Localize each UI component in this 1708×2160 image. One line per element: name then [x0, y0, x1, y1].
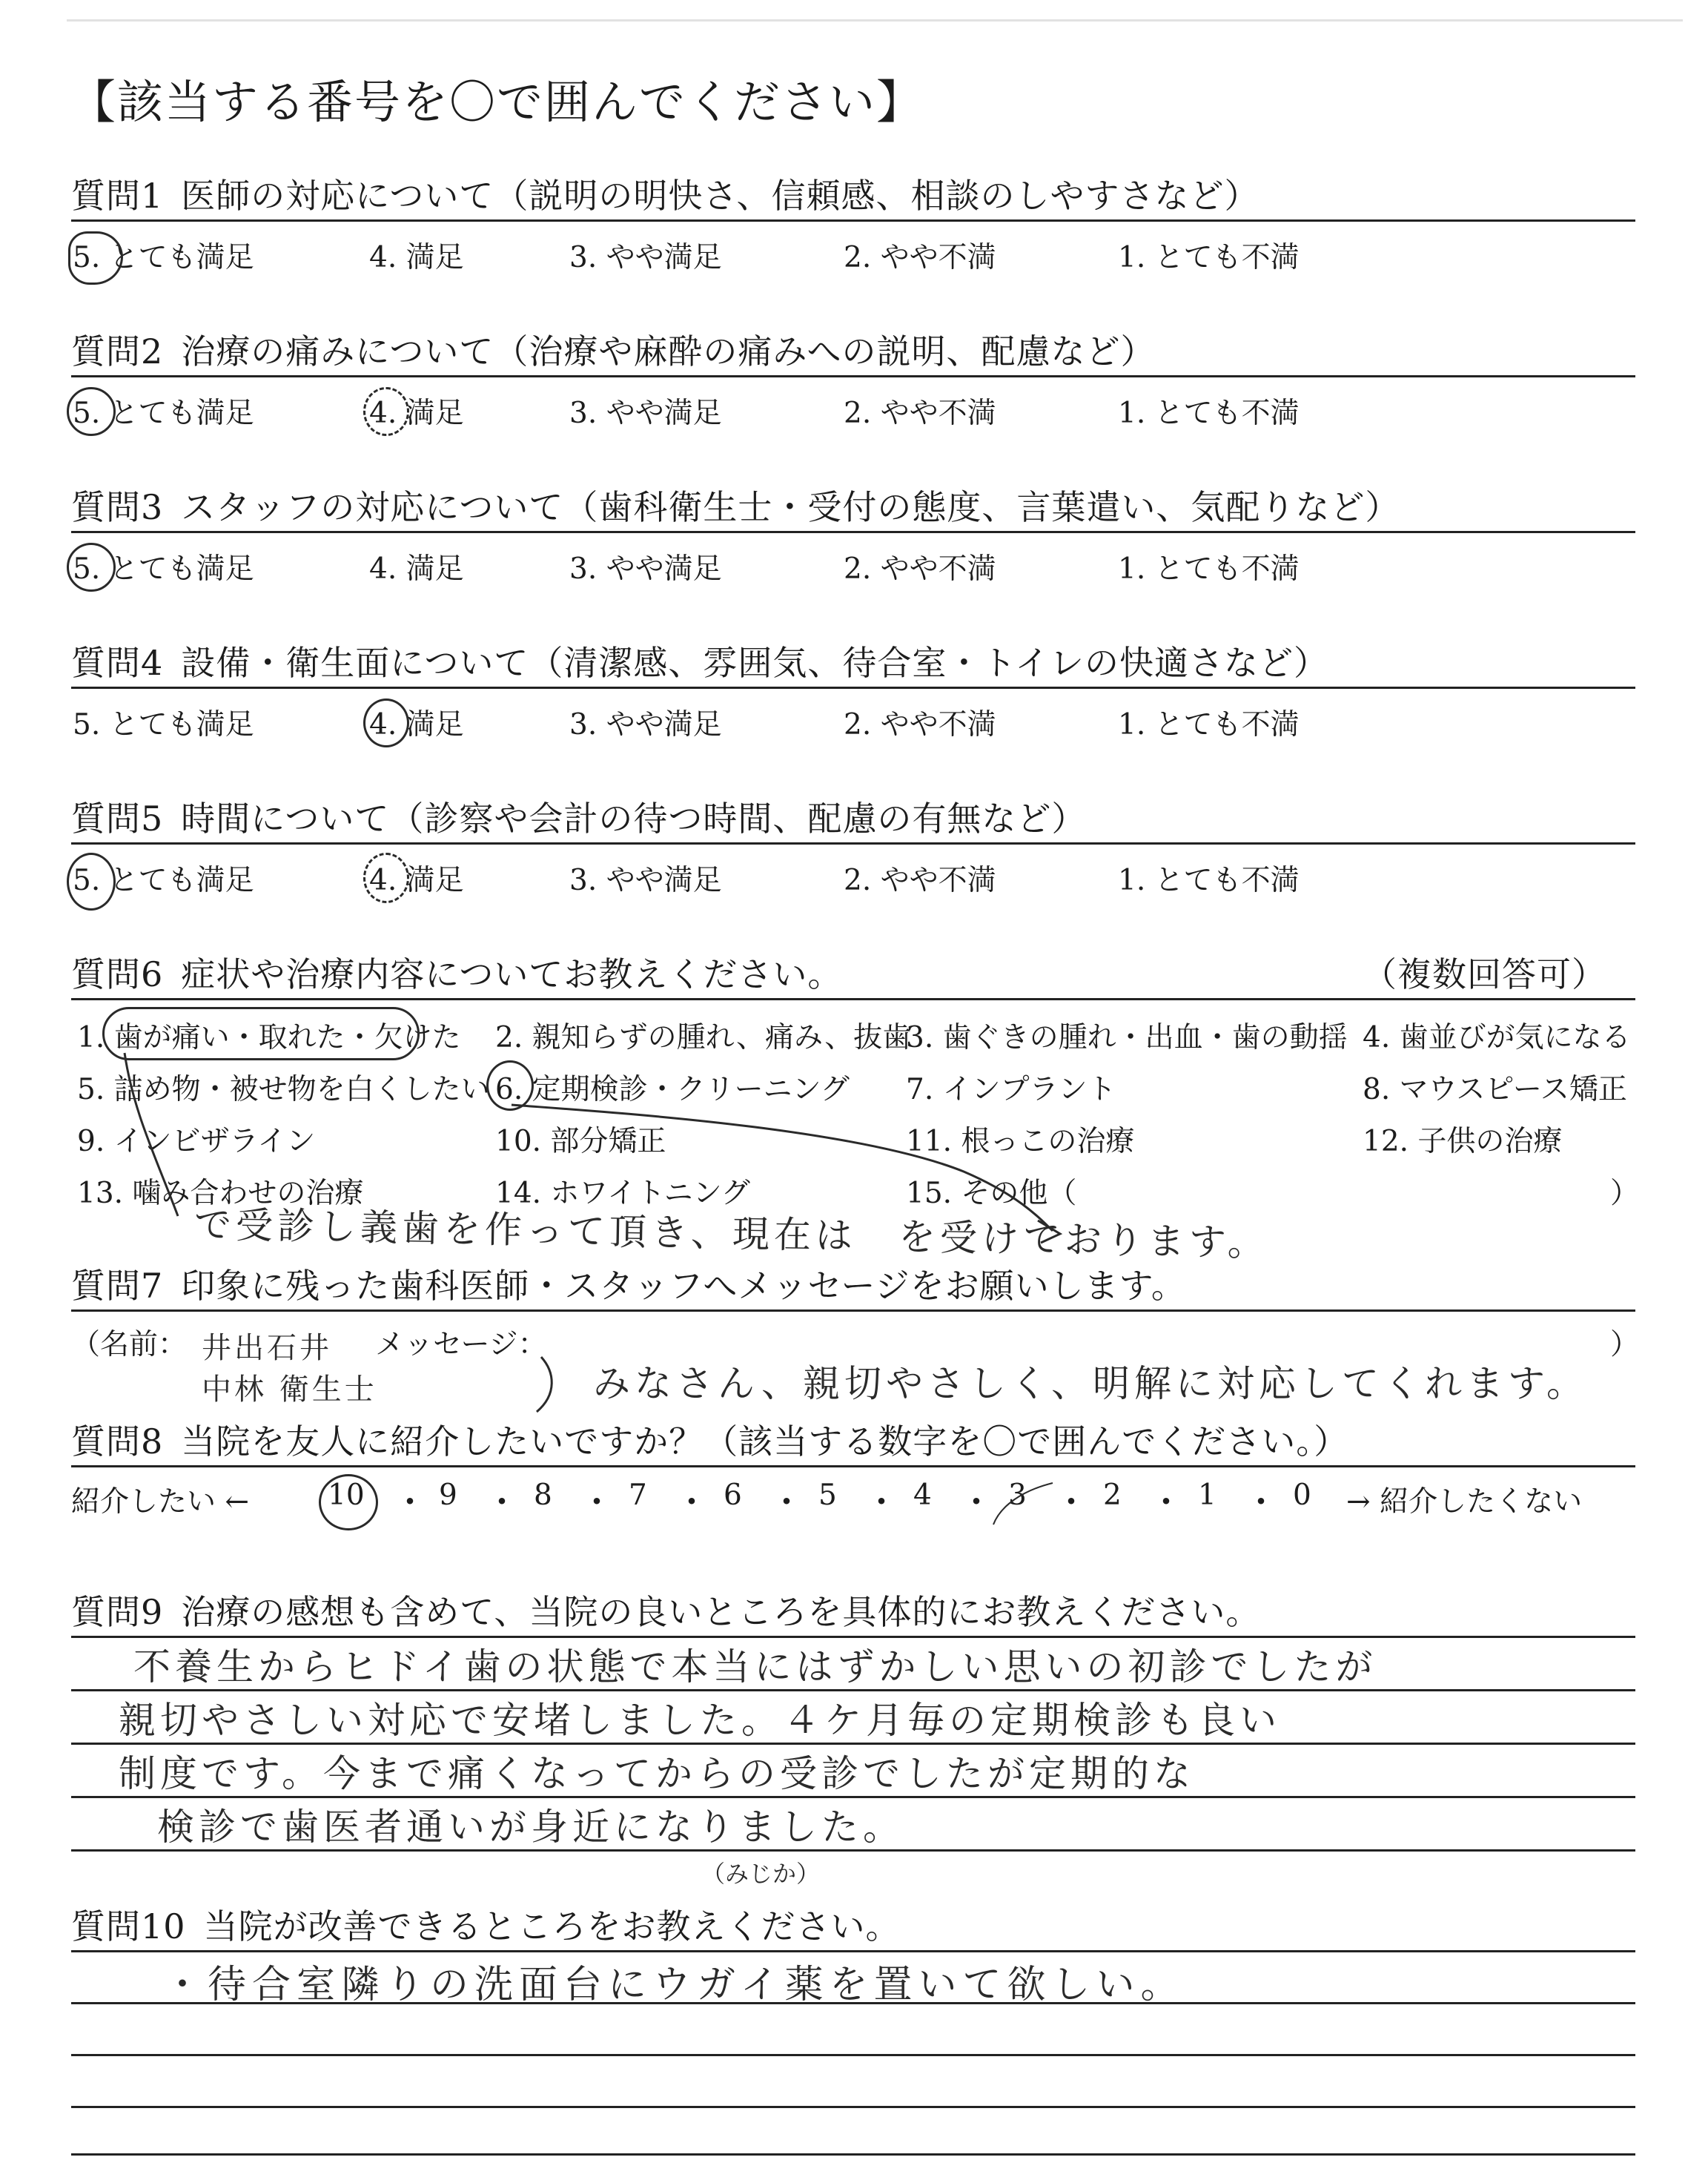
- q6-arrow-head: [1038, 1221, 1060, 1243]
- q7-text: 印象に残った歯科医師・スタッフへメッセージをお願いします。: [181, 1266, 1186, 1306]
- q8-number: 質問8: [71, 1421, 164, 1462]
- q6-other-close-paren: ）: [1610, 1177, 1640, 1210]
- q1-option-2[interactable]: 2. やや不満: [844, 241, 996, 274]
- q8-sep: ・: [959, 1482, 993, 1522]
- q8-number-9[interactable]: 9: [439, 1479, 457, 1512]
- q8-number-8[interactable]: 8: [534, 1479, 552, 1512]
- q8-number-7[interactable]: 7: [629, 1479, 647, 1512]
- q4-option-3[interactable]: 3. やや満足: [569, 708, 722, 742]
- q1-text: 医師の対応について（説明の明快さ、信頼感、相談のしやすさなど）: [181, 176, 1260, 216]
- q10-handwritten-answer: ・待合室隣りの洗面台にウガイ薬を置いて欲しい。: [163, 1963, 1185, 2007]
- q6-option-6[interactable]: 6. 定期検診・クリーニング: [495, 1073, 850, 1106]
- q8-number-5[interactable]: 5: [818, 1479, 837, 1512]
- q1-number: 質問1: [71, 176, 164, 216]
- q9-handwritten-line-1: 不養生からヒドイ歯の状態で本当にはずかしい思いの初診でしたが: [133, 1645, 1377, 1688]
- q6-option-3[interactable]: 3. 歯ぐきの腫れ・出血・歯の動揺: [906, 1021, 1348, 1054]
- q7-number: 質問7: [71, 1266, 164, 1306]
- q9-handwritten-line-3: 制度です。今まで痛くなってからの受診でしたが定期的な: [119, 1752, 1195, 1795]
- q1-option-1[interactable]: 1. とても不満: [1118, 241, 1300, 274]
- q8-sep: ・: [580, 1482, 614, 1522]
- q4-option-2[interactable]: 2. やや不満: [844, 708, 996, 742]
- q9-number: 質問9: [71, 1592, 164, 1632]
- q5-option-3[interactable]: 3. やや満足: [569, 864, 722, 897]
- q8-sep: ・: [1244, 1482, 1278, 1522]
- q6-option-5[interactable]: 5. 詰め物・被せ物を白くしたい: [77, 1073, 490, 1106]
- q9-text: 治療の感想も含めて、当院の良いところを具体的にお教えください。: [181, 1592, 1261, 1632]
- q3-text: スタッフの対応について（歯科衛生士・受付の態度、言葉遣い、気配りなど）: [181, 487, 1400, 527]
- q9-handwritten-line-2: 親切やさしい対応で安堵しました。４ケ月毎の定期検診も良い: [119, 1699, 1281, 1742]
- q8-sep: ・: [864, 1482, 898, 1522]
- q2-option-5[interactable]: 5. とても満足: [73, 397, 254, 430]
- q5-option-4[interactable]: 4. 満足: [369, 864, 464, 897]
- q6-option-8[interactable]: 8. マウスピース矯正: [1363, 1073, 1627, 1106]
- q6-handwritten-note: で受診し義歯を作って頂き、現在は を受けております。: [193, 1203, 1270, 1265]
- q5-text: 時間について（診察や会計の待つ時間、配慮の有無など）: [181, 799, 1087, 839]
- q8-sep: ・: [675, 1482, 709, 1522]
- q8-number-0[interactable]: 0: [1293, 1479, 1311, 1512]
- q1-option-5[interactable]: 5. とても満足: [73, 241, 254, 274]
- q6-option-14[interactable]: 14. ホワイトニング: [495, 1177, 750, 1210]
- q6-option-7[interactable]: 7. インプラント: [906, 1073, 1116, 1106]
- q8-sep: ・: [1149, 1482, 1183, 1522]
- q6-multiple-note: （複数回答可）: [1363, 954, 1606, 994]
- q8-number-2[interactable]: 2: [1103, 1479, 1122, 1512]
- q5-option-5[interactable]: 5. とても満足: [73, 864, 254, 897]
- q2-option-3[interactable]: 3. やや満足: [569, 397, 722, 430]
- q10-number: 質問10: [71, 1906, 186, 1946]
- q6-option-13[interactable]: 13. 噛み合わせの治療: [77, 1177, 364, 1210]
- q6-option-1[interactable]: 1. 歯が痛い・取れた・欠けた: [77, 1021, 461, 1054]
- q6-option-2[interactable]: 2. 親知らずの腫れ、痛み、抜歯: [495, 1021, 912, 1054]
- q6-text: 症状や治療内容についてお教えください。: [181, 954, 843, 994]
- q8-number-1[interactable]: 1: [1198, 1479, 1217, 1512]
- q1-option-3[interactable]: 3. やや満足: [569, 241, 722, 274]
- q3-number: 質問3: [71, 487, 164, 527]
- q8-right-label: → 紹介したくない: [1346, 1485, 1583, 1519]
- q4-number: 質問4: [71, 643, 164, 683]
- q6-option-15[interactable]: 15. その他（: [906, 1177, 1077, 1210]
- q7-message-label: メッセージ：: [375, 1328, 547, 1361]
- q4-text: 設備・衛生面について（清潔感、雰囲気、待合室・トイレの快適さなど）: [181, 643, 1329, 683]
- q8-left-label: 紹介したい ←: [71, 1485, 250, 1519]
- q2-option-4[interactable]: 4. 満足: [369, 397, 464, 430]
- q3-option-2[interactable]: 2. やや不満: [844, 552, 996, 586]
- q8-number-3[interactable]: 3: [1008, 1479, 1027, 1512]
- q3-option-4[interactable]: 4. 満足: [369, 552, 464, 586]
- q2-number: 質問2: [71, 331, 164, 371]
- q4-option-4[interactable]: 4. 満足: [369, 708, 464, 742]
- q3-option-3[interactable]: 3. やや満足: [569, 552, 722, 586]
- q7-name-label: （名前：: [71, 1328, 188, 1361]
- q6-option-9[interactable]: 9. インビザライン: [77, 1125, 316, 1158]
- q6-option-12[interactable]: 12. 子供の治療: [1363, 1125, 1563, 1158]
- q8-sep: ・: [393, 1482, 427, 1522]
- q5-option-1[interactable]: 1. とても不満: [1118, 864, 1300, 897]
- q8-stray-stroke: [993, 1483, 1053, 1525]
- q9-handwritten-furigana: （みじか）: [701, 1860, 821, 1888]
- form-header: 【該当する番号を〇で囲んでください】: [70, 75, 924, 129]
- q7-handwritten-name-2: 中林 衛生士: [202, 1373, 377, 1407]
- q3-option-5[interactable]: 5. とても満足: [73, 552, 254, 586]
- q2-option-1[interactable]: 1. とても不満: [1118, 397, 1300, 430]
- q7-handwritten-message: みなさん、親切やさしく、明解に対応してくれます。: [593, 1362, 1588, 1405]
- q1-option-4[interactable]: 4. 満足: [369, 241, 464, 274]
- q10-text: 当院が改善できるところをお教えください。: [203, 1906, 901, 1946]
- q7-handwritten-name-1: 井出石井: [202, 1331, 332, 1365]
- q8-sep: ・: [769, 1482, 804, 1522]
- q8-number-6[interactable]: 6: [724, 1479, 742, 1512]
- q2-text: 治療の痛みについて（治療や麻酔の痛みへの説明、配慮など）: [181, 331, 1156, 371]
- q6-option-10[interactable]: 10. 部分矯正: [495, 1125, 666, 1158]
- q8-text: 当院を友人に紹介したいですか？（該当する数字を〇で囲んでください。）: [181, 1421, 1349, 1462]
- q3-option-1[interactable]: 1. とても不満: [1118, 552, 1300, 586]
- q9-handwritten-line-4: 検診で歯医者通いが身近になりました。: [157, 1806, 904, 1849]
- q8-sep: ・: [485, 1482, 519, 1522]
- q8-number-4[interactable]: 4: [913, 1479, 932, 1512]
- q6-arrow-stroke-1: [125, 1053, 178, 1216]
- q8-sep: ・: [1054, 1482, 1088, 1522]
- q6-number: 質問6: [71, 954, 164, 994]
- q7-close-paren: ）: [1610, 1328, 1640, 1361]
- q2-option-2[interactable]: 2. やや不満: [844, 397, 996, 430]
- q4-option-1[interactable]: 1. とても不満: [1118, 708, 1300, 742]
- q5-number: 質問5: [71, 799, 164, 839]
- q8-number-10[interactable]: 10: [328, 1479, 365, 1512]
- q6-option-4[interactable]: 4. 歯並びが気になる: [1363, 1021, 1631, 1054]
- q6-option-11[interactable]: 11. 根っこの治療: [906, 1125, 1135, 1158]
- q5-option-2[interactable]: 2. やや不満: [844, 864, 996, 897]
- q6-arrow-stroke-2: [512, 1105, 1053, 1231]
- q7-bracket-stroke: [537, 1357, 552, 1412]
- q4-option-5[interactable]: 5. とても満足: [73, 708, 254, 742]
